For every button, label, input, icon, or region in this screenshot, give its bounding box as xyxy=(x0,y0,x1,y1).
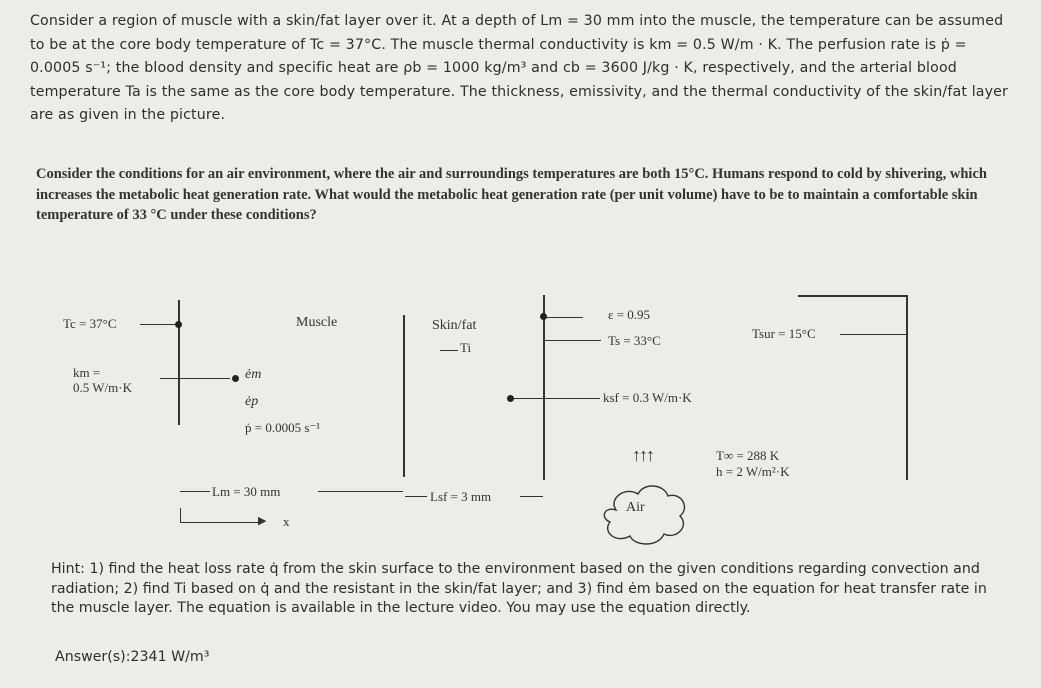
skin-surface-line xyxy=(543,295,545,480)
x-axis-arrowhead: ▶ xyxy=(258,515,267,527)
muscle-label: Muscle xyxy=(296,315,338,330)
lm-dimension-left xyxy=(180,491,210,492)
skin-fat-label: Skin/fat xyxy=(432,318,477,333)
surroundings-wall-side xyxy=(906,295,908,480)
km-dot xyxy=(232,375,239,382)
km-label-2: 0.5 W/m·K xyxy=(73,380,132,395)
ts-dot xyxy=(540,313,547,320)
hint-text: Hint: 1) find the heat loss rate q̇ from the skin surface to the environment based on the given conditions regarding convection and radiation; 2) find Ti based on q̇ and the resistant in the skin/fat layer; and 3) find ėm based on the equation for heat transfer rate in the muscle layer. The equation is available in the lecture video. You may use the equation directly. xyxy=(51,561,987,616)
ti-leader xyxy=(440,350,458,351)
core-dot xyxy=(175,321,182,328)
epsilon-label: ε = 0.95 xyxy=(608,307,651,322)
surroundings-wall-top xyxy=(798,295,908,297)
muscle-skin-boundary-line xyxy=(403,315,405,477)
x-axis-horizontal xyxy=(180,522,260,523)
tinf-label: T∞ = 288 K xyxy=(716,448,780,463)
h-label: h = 2 W/m²·K xyxy=(716,464,790,479)
tc-leader xyxy=(140,324,180,325)
em-label: ėm xyxy=(245,367,262,382)
air-label: Air xyxy=(626,500,645,515)
ts-leader xyxy=(543,340,601,341)
ts-label: Ts = 33°C xyxy=(608,333,661,348)
lm-label: Lm = 30 mm xyxy=(212,484,281,499)
lsf-dimension-left xyxy=(405,496,427,497)
tc-label: Tc = 37°C xyxy=(63,316,117,331)
tsur-leader xyxy=(840,334,906,335)
perfusion-label: ṗ = 0.0005 s⁻¹ xyxy=(245,420,321,435)
ep-label: ėp xyxy=(245,394,259,409)
ksf-leader xyxy=(510,398,600,399)
ksf-dot xyxy=(507,395,514,402)
lsf-dimension-right xyxy=(520,496,543,497)
x-axis-label: x xyxy=(283,514,290,529)
ksf-label: ksf = 0.3 W/m·K xyxy=(603,390,692,405)
core-boundary-line xyxy=(178,300,180,425)
answer-text: Answer(s):2341 W/m³ xyxy=(55,649,210,665)
lm-dimension-right xyxy=(318,491,403,492)
ti-label: Ti xyxy=(460,340,472,355)
km-leader xyxy=(160,378,230,379)
epsilon-leader xyxy=(543,317,583,318)
x-axis-vertical xyxy=(180,508,181,523)
problem-paragraph-1: Consider a region of muscle with a skin/fat layer over it. At a depth of Lm = 30 mm into the muscle, the temperature can be assumed to be at the core body temperature of Tc = 37°C. The muscle thermal conductivity is km = 0.5 W/m · K. The perfusion rate is ṗ = 0.0005 s⁻¹; the blood density and specific heat are ρb = 1000 kg/m³ and cb = 3600 J/kg · K, respectively, and the arterial blood temperature Ta is the same as the core body temperature. The thickness, emissivity, and the thermal conductivity of the skin/fat layer are as given in the picture. xyxy=(30,13,1009,123)
km-label-1: km = xyxy=(73,365,101,380)
tsur-label: Tsur = 15°C xyxy=(752,326,816,341)
problem-paragraph-2: Consider the conditions for an air environment, where the air and surroundings temperatures are both 15°C. Humans respond to cold by shivering, which increases the metabolic heat generation rate. What would the metabolic heat generation rate (per unit volume) have to be to maintain a comfortable skin temperature of 33 °C under these conditions? xyxy=(36,166,987,223)
heat-transfer-diagram xyxy=(0,280,1041,560)
heat-arrows: ↑↑↑ xyxy=(632,445,653,465)
lsf-label: Lsf = 3 mm xyxy=(430,489,492,504)
